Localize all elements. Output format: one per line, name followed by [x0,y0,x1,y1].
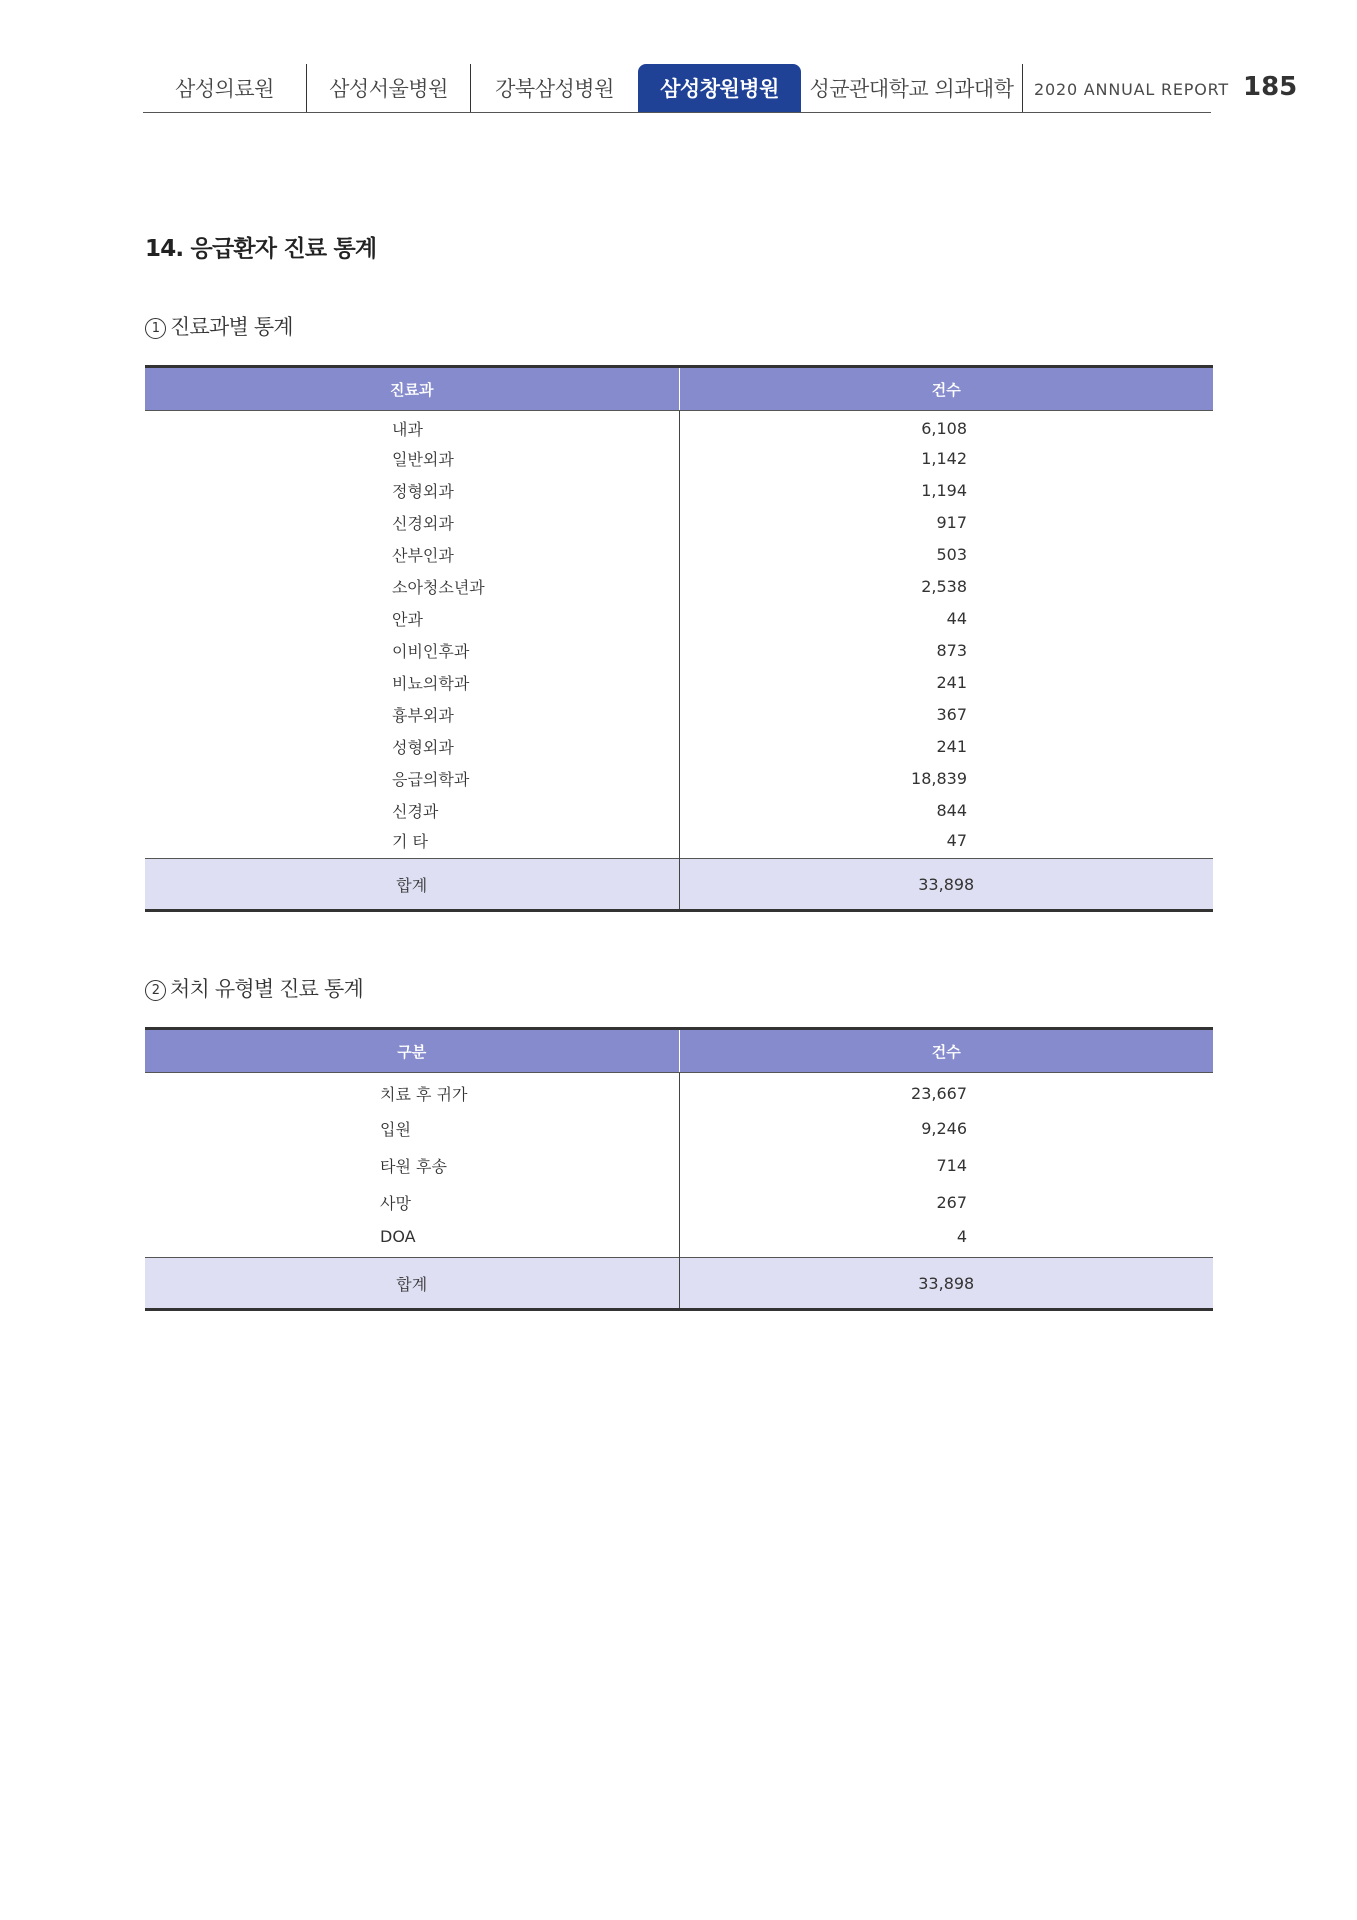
table-row [145,475,1213,507]
row-value: 917 [936,513,967,532]
department-stats-subtitle-text: 진료과별 통계 [170,315,293,339]
column-header-department: 진료과 [145,367,679,411]
table-row [145,571,1213,603]
total-label: 합계 [145,1258,679,1310]
table-row [145,1147,1213,1184]
row-value: 2,538 [921,577,967,596]
row-value: 267 [936,1192,967,1212]
treatment-stats-subtitle-text: 처치 유형별 진료 통계 [170,977,363,1001]
row-label: 안과 [145,603,679,635]
row-label: 성형외과 [145,731,679,763]
table-row [145,443,1213,475]
row-label: 기 타 [145,827,679,859]
table-row [145,763,1213,795]
row-value: 44 [946,609,967,628]
row-value: 47 [946,830,967,850]
table-row [145,507,1213,539]
table-row [145,411,1213,443]
table-row [145,827,1213,859]
row-label: 산부인과 [145,539,679,571]
row-label: 비뇨의학과 [145,667,679,699]
row-value: 844 [936,801,967,820]
report-label: 2020 ANNUAL REPORT [1034,80,1229,99]
row-label: 응급의학과 [145,763,679,795]
row-label: 사망 [145,1184,679,1221]
circled-number-2: 2 [145,980,166,1001]
table-row [145,1221,1213,1258]
table-row [145,699,1213,731]
table-row [145,667,1213,699]
row-value: 4 [956,1227,967,1247]
tab-samsung-seoul-hospital[interactable]: 삼성서울병원 [307,64,471,112]
tab-kangbuk-samsung-hospital[interactable]: 강북삼성병원 [495,77,614,101]
total-row [145,1258,1213,1310]
table-row [145,731,1213,763]
table-row [145,603,1213,635]
table-row [145,1110,1213,1147]
row-label: 이비인후과 [145,635,679,667]
department-stats-table [145,365,1213,912]
row-value: 241 [936,737,967,756]
row-value: 18,839 [911,769,967,788]
row-value: 9,246 [921,1118,967,1138]
row-label: 치료 후 귀가 [145,1073,679,1110]
table-header-row [145,1029,1213,1073]
section-title: 14. 응급환자 진료 통계 [145,236,377,262]
row-label: 신경과 [145,795,679,827]
tab-skku-medicine[interactable]: 성균관대학교 의과대학 [801,64,1023,112]
total-label: 합계 [145,859,679,911]
circled-number-1: 1 [145,318,166,339]
total-row [145,859,1213,911]
treatment-stats-subtitle [145,973,363,1003]
table-row [145,795,1213,827]
row-value: 1,142 [921,449,967,468]
row-value: 241 [936,673,967,692]
total-value: 33,898 [679,1258,1213,1310]
total-value: 33,898 [679,859,1213,911]
row-label: 신경외과 [145,507,679,539]
tab-samsung-medical-center[interactable]: 삼성의료원 [143,64,307,112]
row-label: 입원 [145,1110,679,1147]
table-row [145,539,1213,571]
table-row [145,635,1213,667]
row-value: 367 [936,705,967,724]
row-label: 일반외과 [145,443,679,475]
table-header-row [145,367,1213,411]
row-value: 1,194 [921,481,967,500]
row-label: DOA [145,1221,679,1258]
column-header-count: 건수 [679,1029,1213,1073]
column-header-count: 건수 [679,367,1213,411]
department-stats-subtitle [145,311,293,341]
table-row [145,1073,1213,1110]
row-value: 503 [936,545,967,564]
row-value: 873 [936,641,967,660]
row-value: 6,108 [921,419,967,439]
page-number: 185 [1243,72,1298,102]
tab-samsung-changwon-hospital[interactable]: 삼성창원병원 [638,64,801,112]
row-label: 흉부외과 [145,699,679,731]
row-label: 소아청소년과 [145,571,679,603]
row-value: 23,667 [911,1083,967,1103]
treatment-stats-table [145,1027,1213,1311]
row-label: 정형외과 [145,475,679,507]
column-header-category: 구분 [145,1029,679,1073]
table-row [145,1184,1213,1221]
row-label: 내과 [145,411,679,443]
row-label: 타원 후송 [145,1147,679,1184]
row-value: 714 [936,1155,967,1175]
